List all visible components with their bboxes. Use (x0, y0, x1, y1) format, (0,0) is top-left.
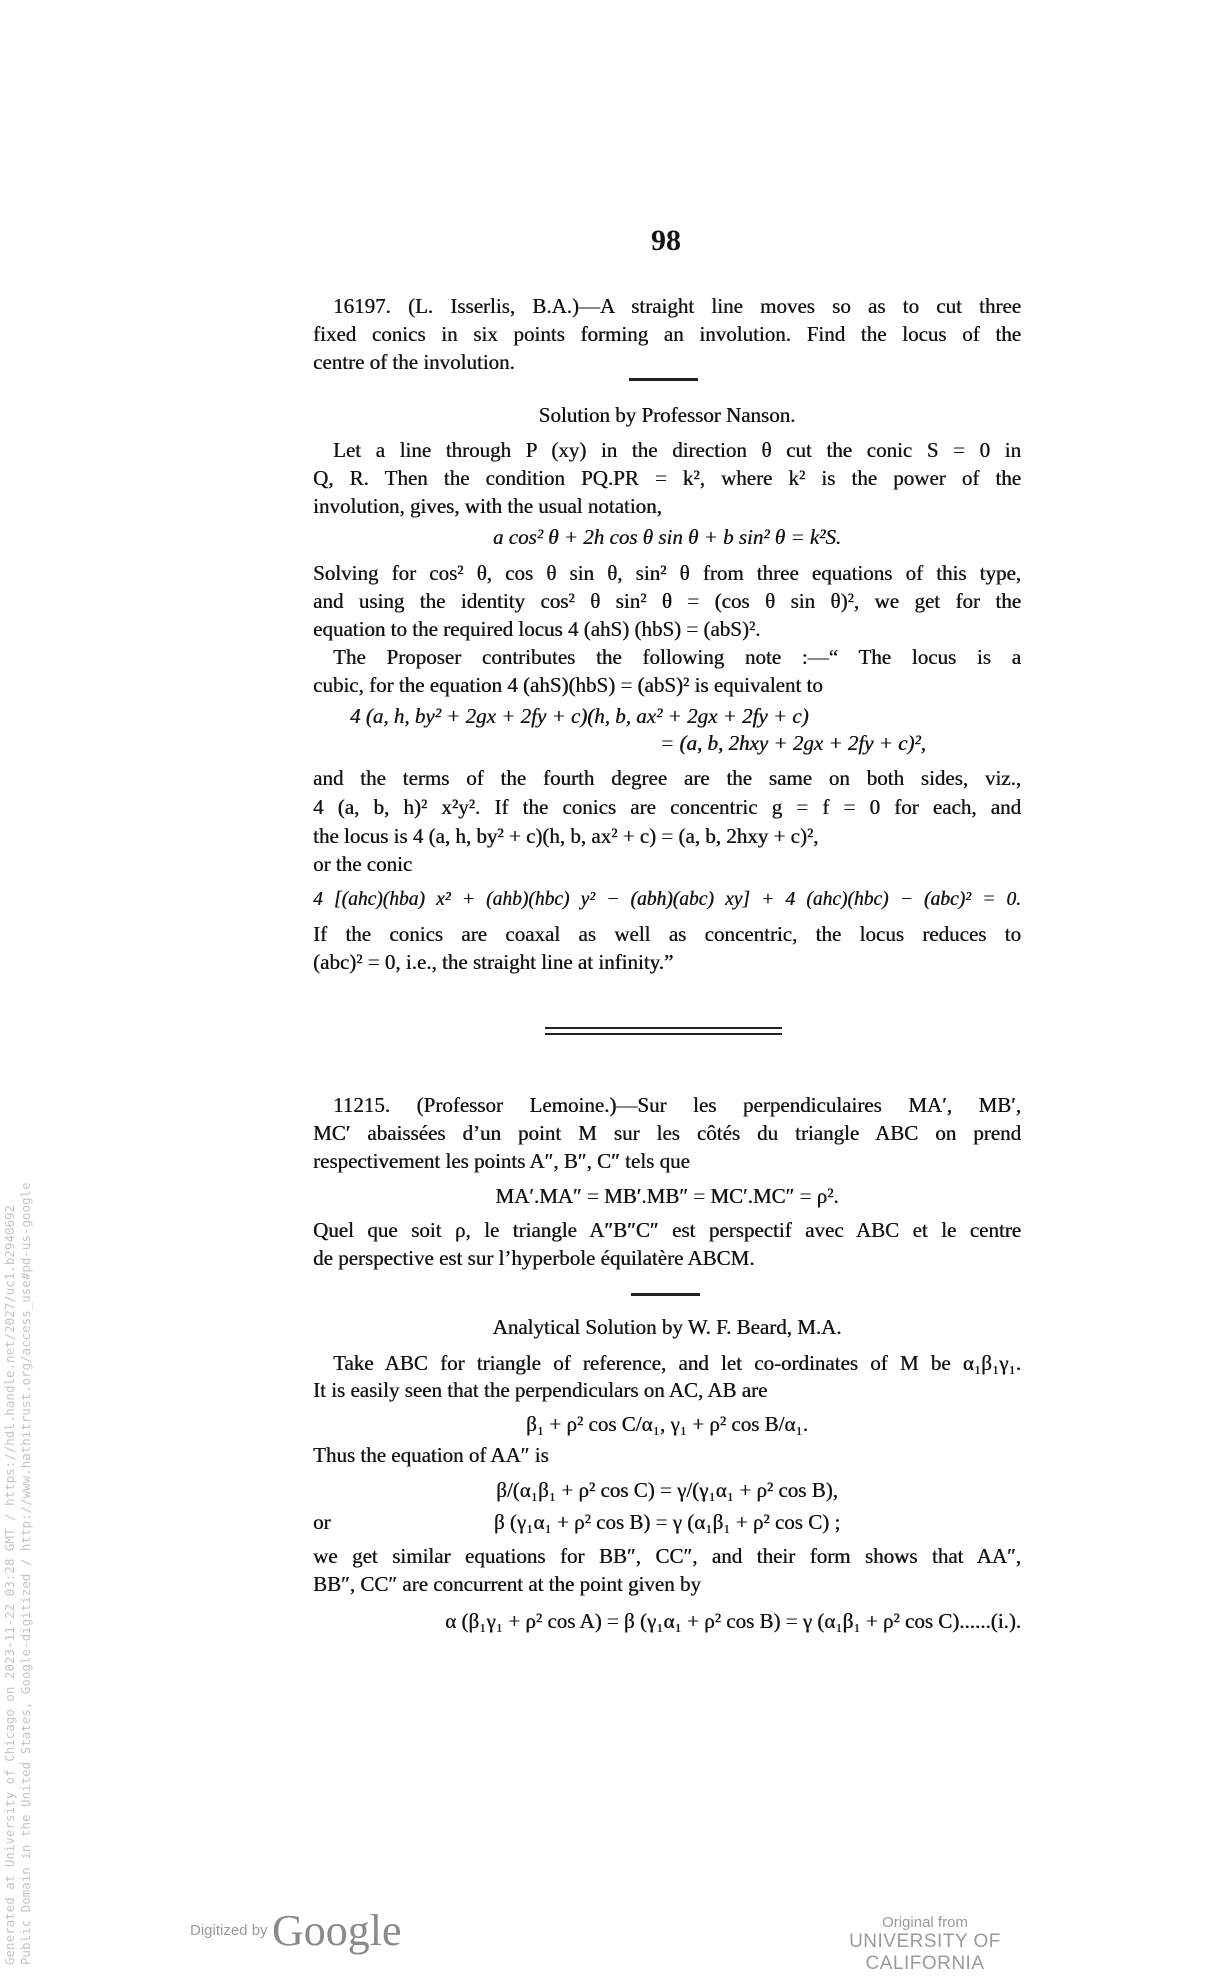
equation: β₁ + ρ² cos C/α₁, γ₁ + ρ² cos B/α₁. (526, 1412, 808, 1436)
text-line: fixed conics in six points forming an involution. Find the locus of the (313, 322, 1021, 346)
equation: 4 (a, h, by² + 2gx + 2fy + c)(h, b, ax² + 2gx + 2fy + c) (350, 704, 809, 728)
equation: α (β₁γ₁ + ρ² cos A) = β (γ₁α₁ + ρ² cos B) = γ (α₁β₁ + ρ² cos C)......(i.). (445, 1609, 1021, 1633)
watermark-line: Generated at University of Chicago on 2023-11-22 03:28 GMT / https://hdl.handle.net/2027/uc1.b2940692 (2, 1204, 17, 1965)
text-line: 4 (a, b, h)² x²y². If the conics are concentric g = f = 0 for each, and (313, 795, 1021, 819)
text-line: cubic, for the equation 4 (ahS)(hbS) = (abS)² is equivalent to (313, 673, 823, 697)
text-line: Q, R. Then the condition PQ.PR = k², where k² is the power of the (313, 466, 1021, 490)
text-line: It is easily seen that the perpendiculars on AC, AB are (313, 1378, 768, 1402)
hathitrust-watermark (2, 1182, 34, 1965)
text-line: respectivement les points A″, B″, C″ tels que (313, 1149, 690, 1173)
text-line: Quel que soit ρ, le triangle A″B″C″ est perspectif avec ABC et le centre (313, 1218, 1021, 1242)
text-line: Thus the equation of AA″ is (313, 1443, 549, 1467)
equation: β/(α₁β₁ + ρ² cos C) = γ/(γ₁α₁ + ρ² cos B), (496, 1478, 838, 1502)
equation: 4 [(ahc)(hba) x² + (ahb)(hbc) y² − (abh)(abc) xy] + 4 (ahc)(hbc) − (abc)² = 0. (313, 889, 1021, 910)
text-line: (abc)² = 0, i.e., the straight line at infinity.” (313, 950, 674, 974)
text-line: the locus is 4 (a, h, by² + c)(h, b, ax² + c) = (a, b, 2hxy + c)², (313, 824, 819, 848)
institution-name: UNIVERSITY OF CALIFORNIA (849, 1931, 1001, 1974)
text-line: Take ABC for triangle of reference, and let co-ordinates of M be α₁β₁γ₁. (333, 1351, 1021, 1375)
solution-heading: Solution by Professor Nanson. (538, 403, 796, 427)
text-line: equation to the required locus 4 (ahS) (hbS) = (abS)². (313, 617, 761, 641)
text-line: If the conics are coaxal as well as concentric, the locus reduces to (313, 922, 1021, 946)
or-label: or (313, 1510, 331, 1534)
text-line: Solving for cos² θ, cos θ sin θ, sin² θ from three equations of this type, (313, 561, 1021, 585)
text-line: 11215. (Professor Lemoine.)—Sur les perpendiculaires MA′, MB′, (333, 1093, 1021, 1117)
text-line: BB″, CC″ are concurrent at the point given by (313, 1572, 701, 1596)
text-line: involution, gives, with the usual notation, (313, 494, 662, 518)
text-line: de perspective est sur l’hyperbole équilatère ABCM. (313, 1246, 755, 1270)
solution-heading: Analytical Solution by W. F. Beard, M.A. (492, 1315, 842, 1339)
google-logo: Google (272, 1906, 402, 1955)
divider (629, 378, 698, 381)
digitized-by-google (190, 1905, 402, 1956)
text-line: and the terms of the fourth degree are the same on both sides, viz., (313, 766, 1021, 790)
text-line: Let a line through P (xy) in the direction θ cut the conic S = 0 in (333, 438, 1021, 462)
text-line: 16197. (L. Isserlis, B.A.)—A straight line moves so as to cut three (333, 294, 1021, 318)
divider (631, 1293, 700, 1296)
text-line: The Proposer contributes the following note :—“ The locus is a (333, 645, 1021, 669)
equation: β (γ₁α₁ + ρ² cos B) = γ (α₁β₁ + ρ² cos C) ; (493, 1510, 841, 1534)
text-line: we get similar equations for BB″, CC″, and their form shows that AA″, (313, 1544, 1021, 1568)
equation: a cos² θ + 2h cos θ sin θ + b sin² θ = k²S. (492, 525, 842, 549)
watermark-line: Public Domain in the United States, Google-digitized / http://www.hathitrust.org/access_use#pd-us-google (18, 1182, 33, 1965)
original-from (790, 1914, 1060, 1975)
text-line: centre of the involution. (313, 350, 515, 374)
equation: = (a, b, 2hxy + 2gx + 2fy + c)², (660, 731, 926, 755)
page-number: 98 (651, 224, 681, 257)
digitized-by-label: Digitized by (190, 1922, 268, 1939)
double-divider-top (545, 1027, 782, 1029)
double-divider-bottom (545, 1033, 782, 1035)
text-line: or the conic (313, 852, 413, 876)
text-line: MC′ abaissées d’un point M sur les côtés du triangle ABC on prend (313, 1121, 1021, 1145)
original-from-label: Original from (882, 1914, 968, 1931)
text-line: and using the identity cos² θ sin² θ = (cos θ sin θ)², we get for the (313, 589, 1021, 613)
equation: MA′.MA″ = MB′.MB″ = MC′.MC″ = ρ². (495, 1184, 839, 1208)
